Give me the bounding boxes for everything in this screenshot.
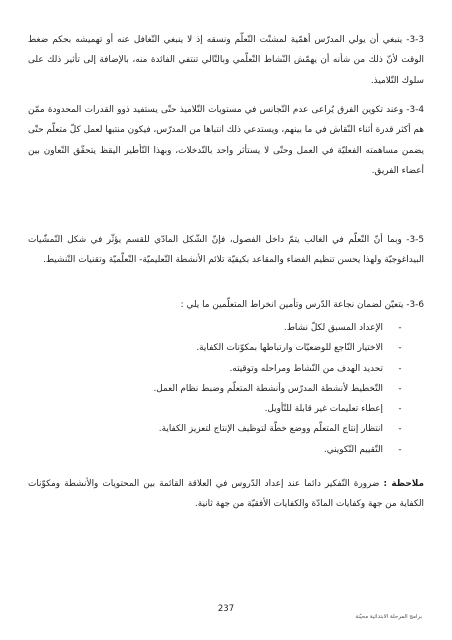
footer-text: برامج المرحلة الابتدائية محيّنة (355, 614, 422, 620)
bullet-dash: - (398, 444, 402, 455)
list-item (100, 399, 407, 419)
paragraph-3-5: 3-5- وبما أنّ التّعلّم في الغالب يتمّ داخل الفصول، فإنّ الشّكل المادّي للقسم يؤثّر في شكل التّمشّيات البيداغوجيّة ولهذا يحسن تنظيم الفضاء والمقاعد بكيفيّة تلائم الأنشطة التّعليميّة- التّعلّميّة وتقنيات التّنشيط. (28, 235, 424, 266)
list-item-text: التّقييم التّكويني. (323, 444, 383, 455)
list-item-text: الاختيار النّاجع للوضعيّات وارتباطها بمكوّنات الكفاية. (196, 343, 383, 354)
paragraph-3-6: 3-6- يتعيّن لضمان نجاعة الدّرس وتأمين انخراط المتعلّمين ما يلي : (180, 300, 424, 310)
list-item-text: إعطاء تعليمات غير قابلة للتّأويل. (264, 404, 383, 415)
note-label: ملاحظة : (383, 479, 424, 489)
list-item-text: الإعداد المسبق لكلّ نشاط. (283, 323, 383, 333)
paragraph-3-4: 3-4- وعند تكوين الفرق يُراعى عدم التّجانس في مستويات التّلاميذ حتّى يستفيد ذوو القدرات المحدودة ممّن هم أكثر قدرة أثناء النّقاش في ما بينهم، ويستدعي ذلك انتباها من المدرّس، فيكون منتبها لعمل كلّ متعلّم حتّى يضمن مساهمته الفعليّة في العمل وحتّى لا يستأثر واحد بالتّدخلات، وبهذا التّأطير اليقظ يتحقّق التّعاون بين أعضاء الفريق. (28, 105, 424, 177)
list-item-text: التّخطيط لأنشطة المدرّس وأنشطة المتعلّم وضبط نظام العمل. (153, 383, 383, 394)
note-text: ضرورة التّفكير دائما عند إعداد الدّروس في العلاقة القائمة بين المحتويات والأنشطة ومكوّنات الكفاية من جهة وكفايات المادّة والكفايات الأفقيّة من جهة ثانية. (28, 479, 424, 510)
bullet-dash: - (398, 323, 402, 333)
list-item (100, 419, 407, 439)
list-item (100, 318, 407, 338)
list-item (100, 338, 407, 358)
list-item-text: تحديد الهدف من النّشاط ومراحله وتوقيته. (229, 363, 383, 374)
note-paragraph (28, 474, 424, 515)
bullet-dash: - (398, 343, 402, 354)
bullet-dash: - (398, 404, 402, 415)
list-item (100, 359, 407, 379)
page-number: 237 (217, 604, 235, 614)
bullet-dash: - (398, 424, 402, 435)
bullet-dash: - (398, 383, 402, 394)
requirements-list (100, 318, 407, 460)
list-item (100, 440, 407, 460)
bullet-dash: - (398, 363, 402, 374)
paragraph-3-3: 3-3- ينبغي أن يولي المدرّس أهمّية لمشتّت التّعلّم ونسقه إذ لا ينبغي التّغافل عنه أو تهميشه بحكم ضغط الوقت لأنّ ذلك من شأنه أن يهمّش النّشاط التّعلّمي وبالتّالي تنتفي الفائدة منه، بالإضافة إلى تأثير ذلك على سلوك التّلاميذ. (28, 35, 424, 86)
list-item (100, 379, 407, 399)
list-item-text: انتظار إنتاج المتعلّم ووضع خطّة لتوظيف الإنتاج لتعزيز الكفاية. (158, 424, 383, 435)
